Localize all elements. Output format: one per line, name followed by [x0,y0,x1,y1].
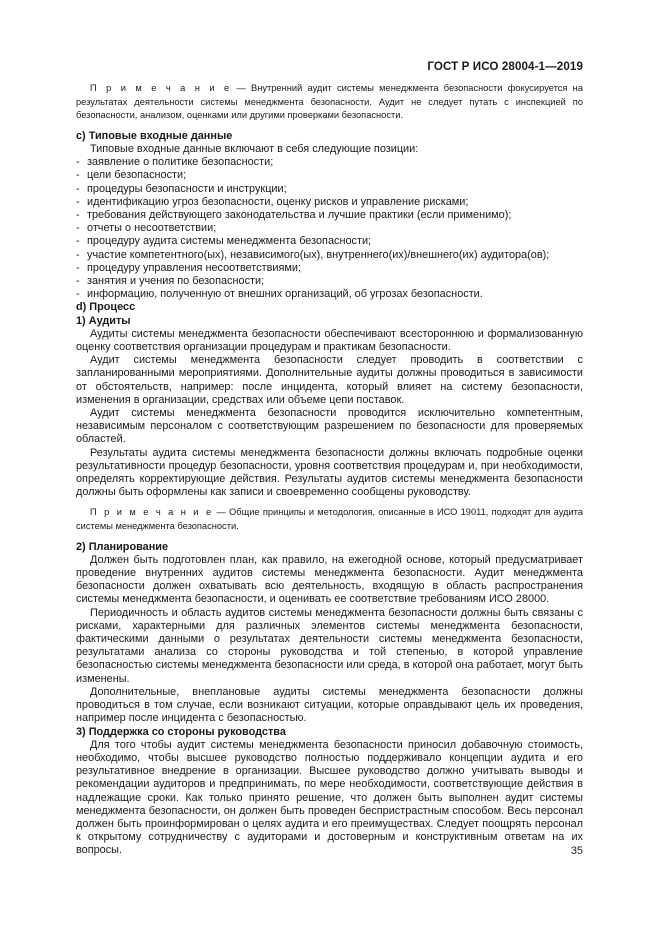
list-item: - отчеты о несоответствии; [76,222,217,235]
document-code-header: ГОСТ Р ИСО 28004-1—2019 [427,60,583,73]
list-item: - процедуру управления несоответствиями; [76,261,301,274]
list-item: - занятия и учения по безопасности; [76,275,265,288]
list-item: - цели безопасности; [76,169,187,182]
paragraph: Дополнительные, внеплановые аудиты системы менеджмента безопасности должны проводиться в том случае, если возникают ситуации, которые оправдывают цель их проведения, например после инцидента с безопасностью. [76,685,583,725]
list-item: - заявление о политике безопасности; [76,156,274,169]
page-number: 35 [570,845,583,857]
list-item: - участие компетентного(ых), независимого(ых), внутреннего(их)/внешнего(их) аудитора(ов); [76,248,550,261]
paragraph: Аудит системы менеджмента безопасности следует проводить в соответствии с запланированными мероприятиями. Дополнительные аудиты должны проводиться в зависимости от обстоятельств, например: после инцидента, который влияет на систему безопасности, изменения в организации, средствах или объеме цепи поставок. [76,354,583,406]
subsection-audits-title: 1) Аудиты [76,314,131,327]
note-iso-19011 [76,506,583,533]
paragraph: Периодичность и область аудитов системы менеджмента безопасности должны быть связаны с рисками, характерными для различных элементов системы менеджмента безопасности, фактическими данными о результатах деятельности системы менеджмента безопасности, результатами анализа со стороны руководства и той степенью, в которой управление безопасностью системы менеджмента безопасности или среда, в которой она работает, могут быть изменены. [76,606,583,685]
note-text: — Общие принципы и методология, описанные в ИСО 19011, подходят для аудита системы менеджмента безопасности. [76,507,583,532]
paragraph: Аудиты системы менеджмента безопасности обеспечивают всестороннюю и формализованную оценку соответствия организации процедурам и практикам безопасности. [76,327,583,354]
list-item: - идентификацию угроз безопасности, оценку рисков и управление рисками; [76,195,469,208]
list-item: - процедуры безопасности и инструкции; [76,182,287,195]
note-text: — Внутренний аудит системы менеджмента безопасности фокусируется на результатах деятельности системы менеджмента безопасности. Аудит не следует путать с инспекцией по безопасности, анализом, оценками или другими проверками безопасности. [76,83,583,121]
subsection-management-support-title: 3) Поддержка со стороны руководства [76,725,286,738]
typical-inputs-list [76,156,583,301]
paragraph: Для того чтобы аудит системы менеджмента безопасности приносил добавочную стоимость, необходимо, чтобы высшее руководство полностью поддерживало концепции аудита и его результативное внедрение в организации. Высшее руководство должно учитывать выводы и рекомендации аудиторов и предпринимать, по мере необходимости, соответствующие действия в надлежащие сроки. Как только принято решение, что должен быть выполнен аудит системы менеджмента безопасности, он должен быть проведен беспристрастным способом. Весь персонал должен быть проинформирован о целях аудита и его преимуществах. Следует поощрять персонал к открытому сотрудничеству с аудиторами и достоверным и конструктивным ответам на их вопросы. [76,738,583,857]
list-item: - требования действующего законодательства и лучшие практики (если применимо); [76,209,512,221]
section-c-title: с) Типовые входные данные [76,129,233,142]
section-d-title: d) Процесс [76,301,136,314]
note-label: П р и м е ч а н и е [90,83,232,93]
list-item: - информацию, полученную от внешних организаций, об угрозах безопасности. [76,288,483,301]
note-label: П р и м е ч а н и е [90,507,214,518]
list-item: - процедуру аудита системы менеджмента безопасности; [76,235,372,248]
paragraph: Должен быть подготовлен план, как правило, на ежегодной основе, который предусматривает проведение внутренних аудитов системы менеджмента безопасности. Аудит менеджмента безопасности должен охватывать всю деятельность, входящую в область распространения системы менеджмента безопасности, и оценивать ее соответствие требованиям ИСО 28000. [76,553,583,606]
note-internal-audit [76,82,583,123]
paragraph: Аудит системы менеджмента безопасности проводится исключительно компетентным, независимым персоналом с соответствующим разрешением по безопасности для проверяемых областей. [76,407,583,446]
document-body [76,82,583,858]
section-c-intro: Типовые входные данные включают в себя следующие позиции: [90,142,419,155]
paragraph: Результаты аудита системы менеджмента безопасности должны включать подробные оценки результативности процедур безопасности, уровня соответствия процедурам и, при необходимости, определять корректирующие действия. Результаты аудитов системы менеджмента безопасности должны быть оформлены как записи и своевременно сообщены руководству. [76,446,583,499]
subsection-planning-title: 2) Планирование [76,540,169,553]
